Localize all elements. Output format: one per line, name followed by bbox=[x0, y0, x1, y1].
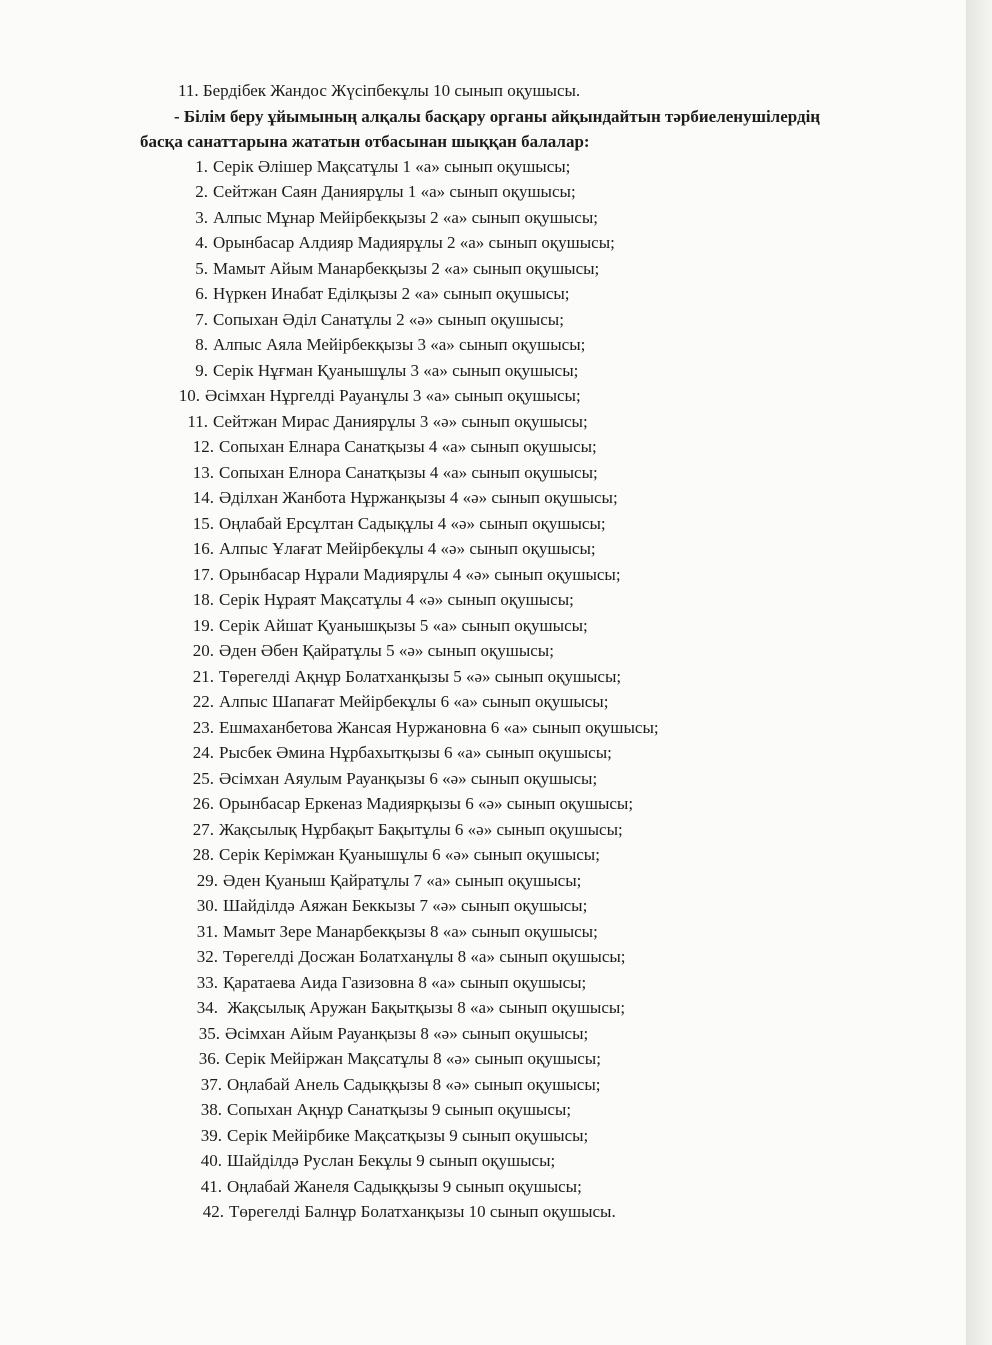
list-item-number: 5. bbox=[195, 258, 208, 278]
student-list-item bbox=[140, 536, 920, 562]
list-item-text: Серік Айшат Қуанышқызы 5 «а» сынып оқушысы; bbox=[219, 615, 588, 635]
list-item-text: Мамыт Айым Манарбекқызы 2 «а» сынып оқушысы; bbox=[213, 258, 600, 278]
student-list-item bbox=[140, 587, 920, 613]
list-item-text: Әсімхан Аяулым Рауанқызы 6 «ә» сынып оқушысы; bbox=[219, 768, 598, 788]
student-list-item bbox=[140, 1199, 920, 1225]
student-list-item bbox=[140, 511, 920, 537]
student-list-item bbox=[140, 970, 920, 996]
list-item-text: Сопыхан Елнара Санатқызы 4 «а» сынып оқушысы; bbox=[219, 437, 597, 456]
student-list-item bbox=[140, 766, 920, 792]
student-list-item bbox=[140, 460, 920, 486]
list-item-text: Шайділдә Аяжан Беккызы 7 «ә» сынып оқушысы; bbox=[223, 896, 588, 915]
list-item-text: Алпыс Шапағат Мейірбекұлы 6 «а» сынып оқушысы; bbox=[219, 692, 609, 711]
list-item-number: 25. bbox=[192, 768, 214, 788]
list-item-text: Шайділдә Руслан Бекұлы 9 сынып оқушысы; bbox=[227, 1151, 556, 1170]
list-item-text: Сопыхан Елнора Санатқызы 4 «а» сынып оқушысы; bbox=[219, 462, 598, 482]
list-item-text: Төрегелді Ақнұр Болатханқызы 5 «ә» сынып оқушысы; bbox=[219, 666, 622, 686]
student-list-item bbox=[140, 154, 920, 180]
student-list-item bbox=[140, 332, 920, 358]
list-item-number: 22. bbox=[192, 692, 214, 711]
list-item-number: 16. bbox=[192, 539, 214, 558]
list-item-number: 41. bbox=[200, 1176, 222, 1196]
list-item-text: Оңлабай Жанеля Садыққызы 9 сынып оқушысы; bbox=[227, 1176, 582, 1196]
list-item-text: Сейтжан Саян Даниярұлы 1 «а» сынып оқушысы; bbox=[213, 182, 576, 201]
list-item-text: Орынбасар Нұрали Мадиярұлы 4 «ә» сынып оқушысы; bbox=[219, 564, 621, 584]
list-item-text: Қаратаева Аида Газизовна 8 «а» сынып оқушысы; bbox=[223, 972, 587, 992]
list-item-text: Жақсылық Аружан Бақытқызы 8 «а» сынып оқушысы; bbox=[223, 998, 626, 1017]
student-list-item bbox=[140, 383, 920, 409]
list-item-text: Алпыс Ұлағат Мейірбекұлы 4 «ә» сынып оқушысы; bbox=[219, 539, 596, 558]
list-item-text: Серік Мейіржан Мақсатұлы 8 «ә» сынып оқушысы; bbox=[225, 1049, 601, 1068]
student-list-item bbox=[140, 1046, 920, 1072]
list-item-text: Серік Нұғман Қуанышұлы 3 «а» сынып оқушысы; bbox=[213, 360, 579, 380]
list-item-text: Алпыс Аяла Мейірбекқызы 3 «а» сынып оқушысы; bbox=[213, 335, 586, 354]
student-list-item bbox=[140, 664, 920, 690]
student-list-item bbox=[140, 485, 920, 511]
list-item-number: 28. bbox=[192, 845, 214, 864]
student-list-item bbox=[140, 1021, 920, 1047]
student-list-item bbox=[140, 179, 920, 205]
student-list-item bbox=[140, 1097, 920, 1123]
list-item-number: 4. bbox=[195, 233, 208, 252]
list-item-text: Оңлабай Ерсұлтан Садықұлы 4 «ә» сынып оқушысы; bbox=[219, 513, 606, 533]
section-heading bbox=[140, 104, 910, 154]
list-item-number: 19. bbox=[192, 615, 214, 635]
student-list-item bbox=[140, 562, 920, 588]
student-list-item bbox=[140, 893, 920, 919]
list-item-number: 9. bbox=[195, 360, 208, 380]
list-item-number: 21. bbox=[192, 666, 214, 686]
list-item-number: 24. bbox=[192, 743, 214, 762]
list-item-text: Рысбек Әмина Нұрбахытқызы 6 «а» сынып оқушысы; bbox=[219, 743, 612, 762]
list-item-text: Сопыхан Ақнұр Санатқызы 9 сынып оқушысы; bbox=[227, 1100, 572, 1119]
student-list-item bbox=[140, 740, 920, 766]
list-item-text: Сейтжан Мирас Даниярұлы 3 «ә» сынып оқушысы; bbox=[213, 411, 588, 431]
list-item-number: 20. bbox=[192, 641, 214, 660]
list-item-text: Серік Әлішер Мақсатұлы 1 «а» сынып оқушысы; bbox=[213, 156, 571, 176]
student-list-item bbox=[140, 307, 920, 333]
student-list bbox=[140, 154, 920, 1225]
list-item-number: 23. bbox=[192, 717, 214, 737]
list-item-number: 35. bbox=[198, 1023, 220, 1043]
list-item-text: Әділхан Жанбота Нұржанқызы 4 «ә» сынып оқушысы; bbox=[219, 488, 618, 507]
list-item-text: Серік Нұраят Мақсатұлы 4 «ә» сынып оқушысы; bbox=[219, 590, 574, 609]
list-item-text: Нүркен Инабат Еділқызы 2 «а» сынып оқушысы; bbox=[213, 284, 570, 303]
list-item-number: 30. bbox=[196, 896, 218, 915]
student-list-item bbox=[140, 434, 920, 460]
list-item-number: 11. bbox=[187, 411, 208, 431]
student-list-item bbox=[140, 817, 920, 843]
list-item-number: 42. bbox=[202, 1202, 224, 1221]
list-item-number: 2. bbox=[195, 182, 208, 201]
student-list-item bbox=[140, 689, 920, 715]
list-item-number: 31. bbox=[196, 921, 218, 941]
list-item-number: 15. bbox=[192, 513, 214, 533]
student-list-item bbox=[140, 613, 920, 639]
student-list-item bbox=[140, 256, 920, 282]
student-list-item bbox=[140, 638, 920, 664]
list-item-number: 13. bbox=[192, 462, 214, 482]
list-item-text: Әден Әбен Қайратұлы 5 «ә» сынып оқушысы; bbox=[219, 641, 554, 660]
list-item-number: 29. bbox=[196, 870, 218, 890]
student-list-item bbox=[140, 919, 920, 945]
student-list-item bbox=[140, 205, 920, 231]
list-item-number: 8. bbox=[195, 335, 208, 354]
list-item-text: Ешмаханбетова Жансая Нуржановна 6 «а» сынып оқушысы; bbox=[219, 717, 659, 737]
student-list-item bbox=[140, 1123, 920, 1149]
list-item-number: 12. bbox=[192, 437, 214, 456]
intro-list-item: 11. Бердібек Жандос Жүсіпбекұлы 10 сынып оқушысы. bbox=[178, 81, 581, 100]
list-item-text: Серік Мейірбике Мақсатқызы 9 сынып оқушысы; bbox=[227, 1125, 589, 1145]
list-item-text: Орынбасар Алдияр Мадиярұлы 2 «а» сынып оқушысы; bbox=[213, 233, 615, 252]
list-item-text: Алпыс Мұнар Мейірбекқызы 2 «а» сынып оқушысы; bbox=[213, 207, 598, 227]
list-item-text: Орынбасар Еркеназ Мадиярқызы 6 «ә» сынып оқушысы; bbox=[219, 794, 634, 813]
student-list-item bbox=[140, 358, 920, 384]
list-item-text: Оңлабай Анель Садыққызы 8 «ә» сынып оқушысы; bbox=[227, 1074, 601, 1094]
list-item-text: Жақсылық Нұрбақыт Бақытұлы 6 «ә» сынып оқушысы; bbox=[219, 819, 623, 839]
student-list-item bbox=[140, 868, 920, 894]
list-item-number: 14. bbox=[192, 488, 214, 507]
student-list-item bbox=[140, 995, 920, 1021]
list-item-number: 17. bbox=[192, 564, 214, 584]
list-item-number: 37. bbox=[200, 1074, 222, 1094]
student-list-item bbox=[140, 409, 920, 435]
student-list-item bbox=[140, 791, 920, 817]
list-item-number: 6. bbox=[195, 284, 208, 303]
list-item-number: 1. bbox=[195, 156, 208, 176]
list-item-number: 27. bbox=[192, 819, 214, 839]
page-edge bbox=[966, 0, 992, 1345]
list-item-number: 33. bbox=[196, 972, 218, 992]
list-item-number: 39. bbox=[200, 1125, 222, 1145]
student-list-item bbox=[140, 1148, 920, 1174]
list-item-number: 7. bbox=[195, 309, 208, 329]
student-list-item bbox=[140, 281, 920, 307]
student-list-item bbox=[140, 230, 920, 256]
list-item-text: Серік Керімжан Қуанышұлы 6 «ә» сынып оқушысы; bbox=[219, 845, 600, 864]
list-item-text: Әден Қуаныш Қайратұлы 7 «а» сынып оқушысы; bbox=[223, 870, 582, 890]
list-item-text: Мамыт Зере Манарбекқызы 8 «а» сынып оқушысы; bbox=[223, 921, 598, 941]
list-item-number: 40. bbox=[200, 1151, 222, 1170]
student-list-item bbox=[140, 944, 920, 970]
student-list-item bbox=[140, 1072, 920, 1098]
list-item-text: Төрегелді Досжан Болатханұлы 8 «а» сынып оқушысы; bbox=[223, 947, 626, 966]
list-item-text: Әсімхан Нұргелді Рауанұлы 3 «а» сынып оқушысы; bbox=[205, 386, 581, 405]
list-item-number: 26. bbox=[192, 794, 214, 813]
list-item-text: Сопыхан Әділ Санатұлы 2 «ә» сынып оқушысы; bbox=[213, 309, 564, 329]
document-body bbox=[140, 78, 920, 1225]
heading-line-1: - Білім беру ұйымының алқалы басқару органы айқындайтын тәрбиеленушілердің bbox=[174, 106, 821, 126]
list-item-number: 10. bbox=[178, 386, 200, 405]
list-item-text: Төрегелді Балнұр Болатханқызы 10 сынып оқушысы. bbox=[229, 1202, 616, 1221]
list-item-number: 36. bbox=[198, 1049, 220, 1068]
student-list-item bbox=[140, 715, 920, 741]
list-item-number: 3. bbox=[195, 207, 208, 227]
list-item-number: 18. bbox=[192, 590, 214, 609]
student-list-item bbox=[140, 1174, 920, 1200]
list-item-number: 38. bbox=[200, 1100, 222, 1119]
list-item-number: 32. bbox=[196, 947, 218, 966]
heading-line-2: басқа санаттарына жататын отбасынан шыққан балалар: bbox=[140, 131, 590, 151]
student-list-item bbox=[140, 842, 920, 868]
list-item-text: Әсімхан Айым Рауанқызы 8 «ә» сынып оқушысы; bbox=[225, 1023, 589, 1043]
list-item-number: 34. bbox=[196, 998, 218, 1017]
